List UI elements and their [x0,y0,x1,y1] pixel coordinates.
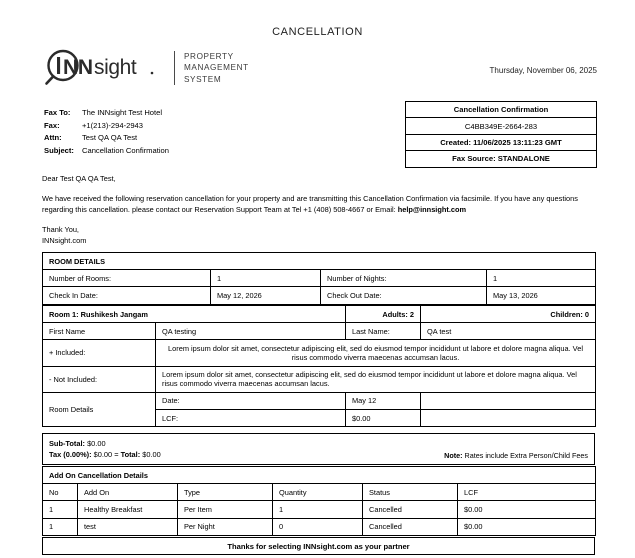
addon-cancellation-table [42,466,596,536]
last-name-label: Last Name: [346,323,421,340]
table-row [43,366,596,392]
last-name-value: QA test [421,323,596,340]
footer-text: Thanks for selecting INNsight.com as your partner [43,538,595,555]
footer-row [43,538,595,555]
letter-body [42,173,595,255]
addon-col-lcf: LCF [458,484,596,501]
letter-closing-1: Thank You, [42,225,79,234]
table-row [43,323,596,340]
fax-attn-label: Attn: [44,133,62,143]
table-row [43,392,596,409]
fax-to-value: The INNsight Test Hotel [82,108,163,117]
table-row [43,270,596,287]
number-of-rooms-value: 1 [211,270,321,287]
addon-col-status: Status [363,484,458,501]
innsight-logo [42,48,249,88]
room-date-empty-cell [421,392,596,409]
confirmation-fax-source: Fax Source: STANDALONE [452,154,550,164]
addon-row-status: Cancelled [363,501,458,518]
fax-to-label: Fax To: [44,108,71,117]
fax-to-row [44,107,169,120]
fax-number-label: Fax: [44,120,60,130]
room-one-adults: Adults: 2 [346,306,421,323]
room-date-label: Date: [156,392,346,409]
total-label: Total: [120,450,141,459]
totals-cell [43,434,595,465]
fax-attn-value: Test QA QA Test [82,133,138,143]
footer-band [42,537,595,555]
addon-row-type: Per Item [178,501,273,518]
room-lcf-empty-cell [421,409,596,426]
innsight-wordmark-icon [42,48,170,88]
fax-number-value: +1(213)-294-2943 [82,120,144,130]
addon-column-header-row [43,484,596,501]
logo-tagline-line-2: MANAGEMENT [184,63,249,73]
addon-col-type: Type [178,484,273,501]
totals-equals: = [114,450,119,459]
fax-subject-value: Cancellation Confirmation [82,145,169,155]
not-included-label: - Not Included: [43,366,156,392]
table-row [43,340,596,366]
note-label: Note: [444,451,463,461]
tax-total-line [49,449,161,460]
addon-row-no: 1 [43,501,78,518]
fax-number-row [44,120,169,133]
room-one-title: Room 1: Rushikesh Jangam [43,306,346,323]
room-details-sub-label: Room Details [43,392,156,426]
confirmation-box [405,101,597,168]
addon-header-row [43,467,596,484]
addon-row-type: Per Night [178,518,273,535]
included-label: + Included: [43,340,156,366]
totals-table [42,433,595,465]
svg-text:sight: sight [94,56,137,79]
logo-tagline-line-3: SYSTEM [184,74,222,84]
addon-col-no: No [43,484,78,501]
svg-text:NN: NN [63,56,93,79]
letter-salutation: Dear Test QA QA Test, [42,174,116,183]
tax-value: $0.00 [93,450,113,459]
check-out-date-value: May 13, 2026 [487,287,596,304]
tax-label: Tax ( [49,450,66,459]
not-included-value: Lorem ipsum dolor sit amet, consectetur adipiscing elit, sed do eiusmod tempor incididunt ut labore et dolore magna aliqua. Vel risus commodo viverra maecenas accumsan lacus. [156,366,596,392]
page-title: CANCELLATION [272,26,363,38]
fax-subject-row [44,145,169,158]
addon-col-quantity: Quantity [273,484,363,501]
check-in-date-label: Check In Date: [43,287,211,304]
room-one-children: Children: 0 [421,306,596,323]
logo-divider [174,51,175,85]
number-of-rooms-label: Number of Rooms: [43,270,211,287]
table-row [43,518,596,535]
addon-row-name: Healthy Breakfast [78,501,178,518]
support-email: help@innsight.com [397,205,467,214]
letter-paragraph [42,193,595,215]
room-one-table [42,305,596,427]
number-of-nights-value: 1 [487,270,596,287]
addon-row-lcf: $0.00 [458,501,596,518]
check-in-date-value: May 12, 2026 [211,287,321,304]
table-row [43,287,596,304]
tax-label-suffix: %): [80,450,92,459]
fax-attn-row [44,132,169,145]
room-details-section-title: ROOM DETAILS [43,253,596,270]
first-name-label: First Name [43,323,156,340]
fax-subject-label: Subject: [44,145,74,155]
letter-paragraph-text: We have received the following reservation cancellation for your property and are transmitting this Cancellation Confirmation via facsimile. If you have any questions regarding this cancellation. please contact our Reservation Support Team at Tel +1 (408) 508-4667 or Email: [42,194,578,214]
addon-row-quantity: 1 [273,501,363,518]
totals-left-block [49,438,161,461]
room-lcf-value: $0.00 [346,409,421,426]
check-out-date-label: Check Out Date: [321,287,487,304]
document-date: Thursday, November 06, 2025 [489,66,597,75]
included-value: Lorem ipsum dolor sit amet, consectetur adipiscing elit, sed do eiusmod tempor incididunt ut labore et dolore magna aliqua. Vel risus commodo viverra maecenas accumsan lacus. [156,340,596,366]
logo-tagline [184,51,249,85]
tax-percent: 0.00 [65,450,81,459]
room-one-header-row [43,306,596,323]
room-lcf-label: LCF: [156,409,346,426]
totals-row [43,434,595,465]
totals-note [444,451,588,460]
table-row [43,501,596,518]
addon-section-title: Add On Cancellation Details [43,467,596,484]
confirmation-heading: Cancellation Confirmation [406,102,596,118]
sub-total-line [49,438,161,449]
addon-row-lcf: $0.00 [458,518,596,535]
addon-row-quantity: 0 [273,518,363,535]
fax-header-block [44,107,169,157]
room-details-table [42,252,596,305]
total-value: $0.00 [142,450,161,459]
addon-row-no: 1 [43,518,78,535]
sub-total-value: $0.00 [87,438,106,448]
addon-row-status: Cancelled [363,518,458,535]
letter-closing-2: INNsight.com [42,236,87,245]
addon-col-addon: Add On [78,484,178,501]
addon-row-name: test [78,518,178,535]
note-text: Rates include Extra Person/Child Fees [464,451,588,461]
room-details-header-row [43,253,596,270]
logo-tagline-line-1: PROPERTY [184,52,234,62]
number-of-nights-label: Number of Nights: [321,270,487,287]
room-date-value: May 12 [346,392,421,409]
confirmation-created: Created: 11/06/2025 13:11:23 GMT [406,135,596,151]
confirmation-code: C4BB349E-2664-283 [406,118,596,134]
sub-total-label: Sub-Total: [49,438,85,448]
first-name-value: QA testing [156,323,346,340]
